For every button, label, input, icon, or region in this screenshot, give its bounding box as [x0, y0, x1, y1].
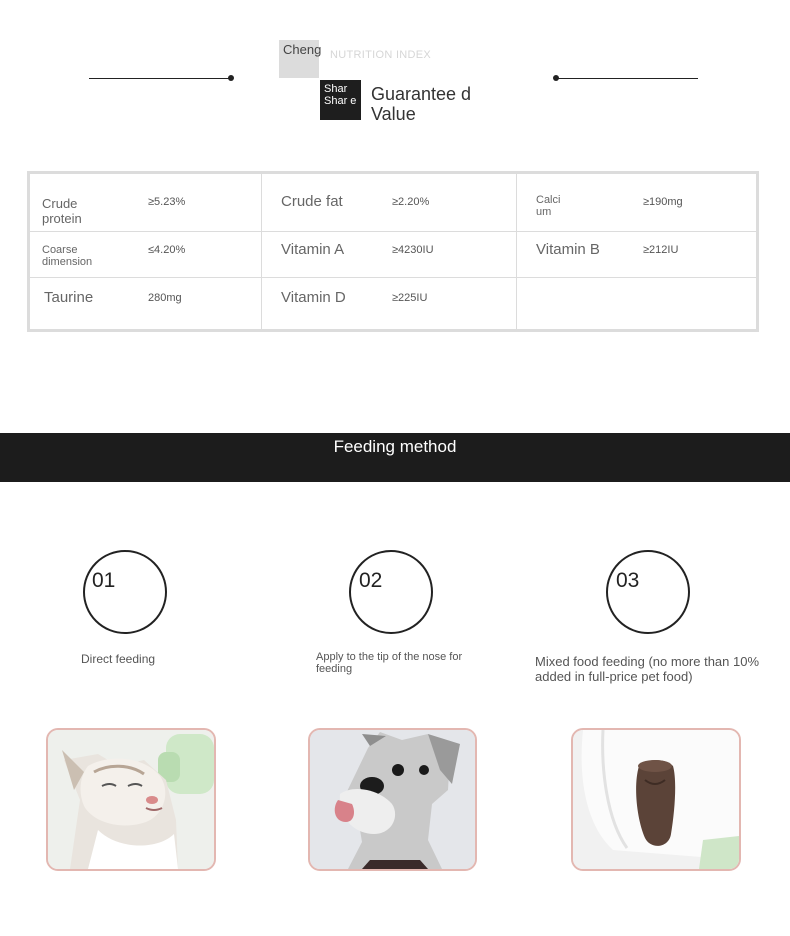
header-left-line [89, 78, 231, 79]
step-description: Mixed food feeding (no more than 10% added in full-price pet food) [535, 654, 760, 684]
nutrient-name: Coarse dimension [42, 244, 93, 268]
feeding-method-title: Feeding method [333, 437, 457, 456]
table-divider [516, 174, 517, 329]
nutrient-name: Vitamin A [281, 241, 345, 258]
nutrient-value: 280mg [148, 292, 182, 304]
step-number: 02 [359, 569, 383, 592]
nutrient-name: Vitamin B [536, 241, 600, 258]
nutrient-value: ≤4.20% [148, 244, 186, 256]
nutrition-table [27, 171, 759, 332]
nutrition-index-label: NUTRITION INDEX [330, 49, 432, 61]
header-right-line [556, 78, 698, 79]
nutrient-name: Crude fat [281, 193, 343, 210]
share-badge: Shar Shar e [320, 80, 361, 120]
nutrient-value: ≥5.23% [148, 196, 186, 208]
nutrient-value: ≥2.20% [392, 196, 430, 208]
nutrient-name: Vitamin D [281, 289, 346, 306]
dog-illustration [310, 730, 475, 869]
step-number: 03 [616, 569, 640, 592]
header-left-dot [228, 75, 234, 81]
mixed-food-photo [571, 728, 741, 871]
dog-feeding-photo [308, 728, 477, 871]
cat-feeding-photo [46, 728, 216, 871]
table-row-divider [30, 231, 756, 232]
nutrient-value: ≥190mg [643, 196, 683, 208]
cat-illustration [48, 730, 214, 869]
paste-illustration [573, 730, 739, 869]
chen-badge: Cheng [279, 40, 319, 78]
step-description: Apply to the tip of the nose for feeding [316, 651, 463, 675]
nutrient-value: ≥212IU [643, 244, 679, 256]
nutrient-value: ≥4230IU [392, 244, 434, 256]
step-description: Direct feeding [81, 652, 156, 666]
table-row-divider [30, 277, 756, 278]
nutrient-name: Taurine [44, 289, 94, 306]
nutrient-name: Crude protein [42, 196, 82, 226]
section-title: Guarantee d Value [371, 84, 472, 124]
table-divider [261, 174, 262, 329]
nutrient-value: ≥225IU [392, 292, 428, 304]
nutrient-name: Calci um [536, 194, 561, 218]
feeding-method-banner [0, 433, 790, 482]
step-number: 01 [92, 569, 116, 592]
